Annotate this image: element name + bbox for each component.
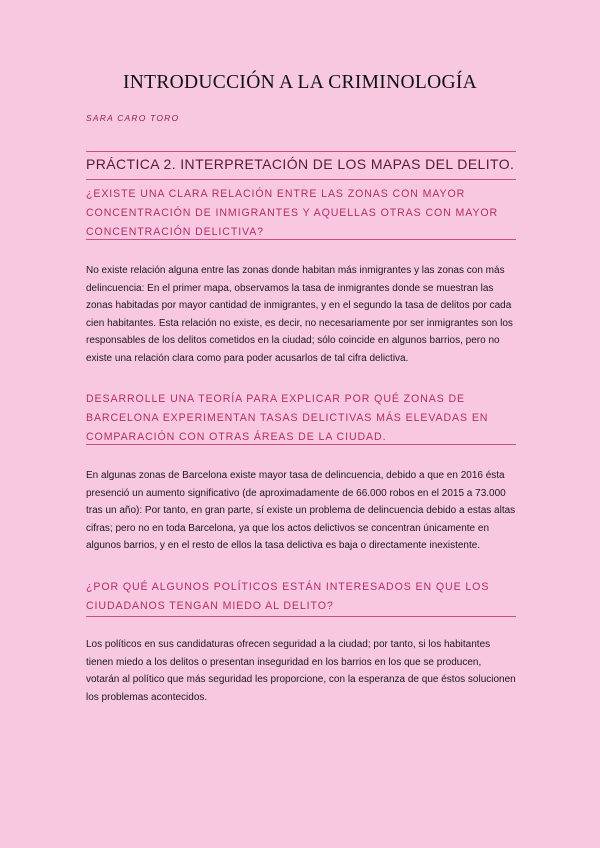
answer-3: Los políticos en sus candidaturas ofrecen seguridad a la ciudad; por tanto, si los habitantes tienen miedo a los delitos o presentan inseguridad en los barrios en los que se producen, votarán al político que más seguridad les proporcione, con la esperanza de que éstos solucionen los problemas acontecidos. — [86, 639, 516, 703]
answer-1: No existe relación alguna entre las zonas donde habitan más inmigrantes y las zonas con más delincuencia: En el primer mapa, observamos la tasa de inmigrantes donde se muestran las zonas habitadas por mayor cantidad de inmigrantes, y en el segundo la tasa de delitos por cada cien habitantes. Esta relación no existe, es decir, no necesariamente por ser inmigrantes son los responsables de los delitos cometidos en la ciudad; sólo coincide en algunos barrios, pero no existe una relación clara como para poder acusarlos de tal cifra delictiva. — [86, 265, 513, 364]
divider — [86, 444, 516, 445]
practice-heading: PRÁCTICA 2. INTERPRETACIÓN DE LOS MAPAS DEL DELITO. — [86, 156, 515, 172]
question-1: ¿EXISTE UNA CLARA RELACIÓN ENTRE LAS ZONAS CON MAYOR CONCENTRACIÓN DE INMIGRANTES Y AQUELLAS OTRAS CON MAYOR CONCENTRACIÓN DELICTIVA? — [86, 188, 499, 238]
divider — [86, 616, 516, 617]
question-2: DESARROLLE UNA TEORÍA PARA EXPLICAR POR QUÉ ZONAS DE BARCELONA EXPERIMENTAN TASAS DELICTIVAS MÁS ELEVADAS EN COMPARACIÓN CON OTRAS ÁREAS DE LA CIUDAD. — [86, 393, 489, 443]
divider — [86, 239, 516, 240]
divider — [86, 179, 516, 180]
document-title: INTRODUCCIÓN A LA CRIMINOLOGÍA — [122, 72, 478, 93]
divider — [86, 151, 516, 152]
author-name: SARA CARO TORO — [86, 113, 180, 123]
answer-2: En algunas zonas de Barcelona existe mayor tasa de delincuencia, debido a que en 2016 ésta presenció un aumento significativo (de aproximadamente de 66.000 robos en el 2015 a 73.000 tras un año): Por tanto, en gran parte, sí existe un problema de delincuencia debido a estas altas cifras; pero no en toda Barcelona, ya que los actos delictivos se concentran únicamente en algunos barrios, y en el resto de ellos la tasa delictiva es baja o directamente inexistente. — [86, 470, 516, 552]
question-3: ¿POR QUÉ ALGUNOS POLÍTICOS ESTÁN INTERESADOS EN QUE LOS CIUDADANOS TENGAN MIEDO AL DELITO? — [86, 581, 490, 612]
